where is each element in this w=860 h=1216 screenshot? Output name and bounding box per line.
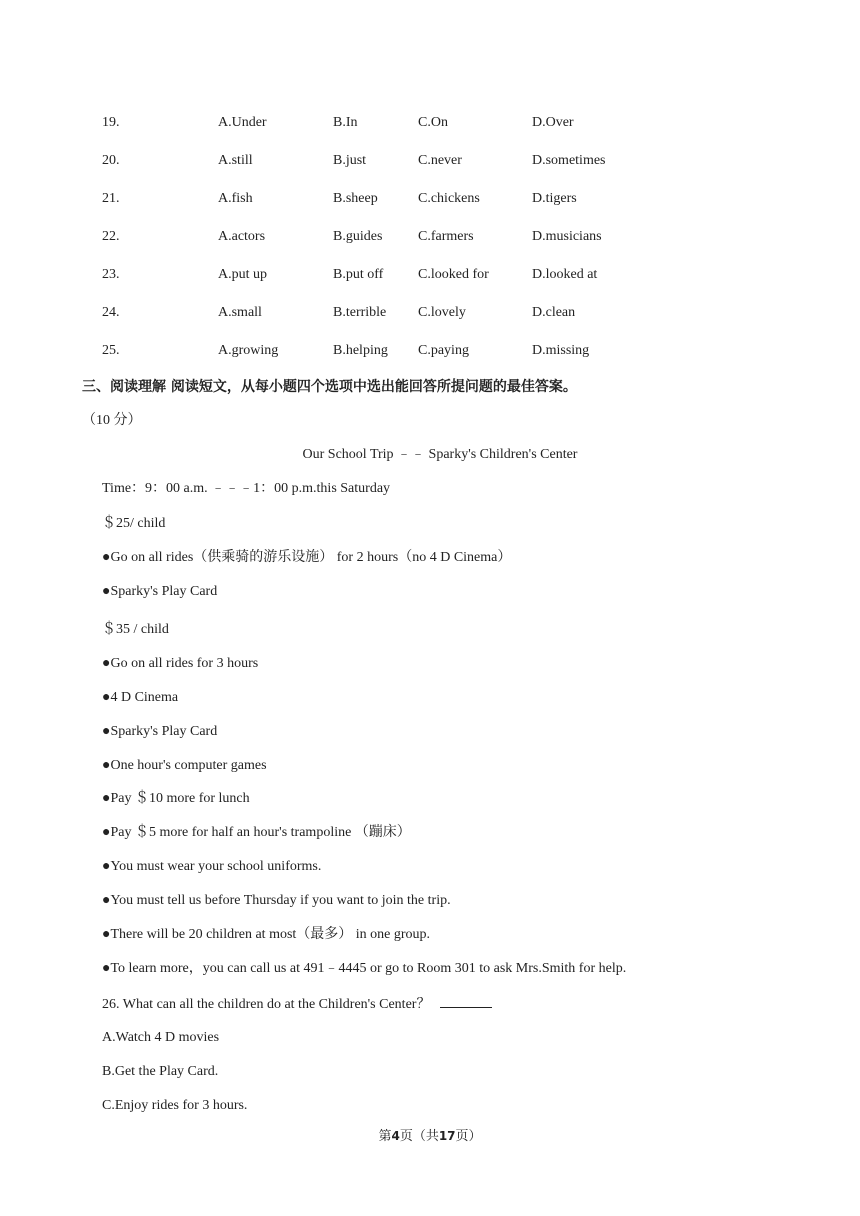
- choice-row: [0, 227, 860, 247]
- option-c: C.never: [418, 153, 462, 168]
- question-number: 24.: [102, 305, 120, 320]
- question-number: 20.: [102, 153, 120, 168]
- option-c: C.On: [418, 115, 448, 130]
- question-option-c: C.Enjoy rides for 3 hours.: [102, 1098, 248, 1113]
- option-a: A.actors: [218, 229, 266, 244]
- option-a: A.growing: [218, 343, 279, 358]
- price-option-1: ＄25/ child: [102, 516, 166, 531]
- section-points: （10 分）: [82, 413, 142, 428]
- option-d: D.clean: [532, 305, 576, 320]
- uniform-note: ●You must wear your school uniforms.: [102, 859, 322, 874]
- thursday-note: ●You must tell us before Thursday if you want to join the trip.: [102, 893, 451, 908]
- option-c: C.lovely: [418, 305, 466, 320]
- option-b: B.guides: [333, 229, 383, 244]
- question-number: 25.: [102, 343, 120, 358]
- option-c: C.farmers: [418, 229, 474, 244]
- option-b: B.helping: [333, 343, 388, 358]
- question-number: 19.: [102, 115, 120, 130]
- footer-page-number: 4: [391, 1129, 400, 1143]
- group-note: ●There will be 20 children at most（最多） in one group.: [102, 927, 431, 942]
- option-d: D.tigers: [532, 191, 577, 206]
- choice-row: [0, 341, 860, 361]
- page-footer: [0, 1128, 860, 1144]
- option-a: A.Under: [218, 115, 267, 130]
- lunch-note: ●Pay ＄10 more for lunch: [102, 791, 250, 806]
- choice-row: [0, 303, 860, 323]
- option-b: B.sheep: [333, 191, 378, 206]
- choice-row: [0, 189, 860, 209]
- option-b: B.just: [333, 153, 367, 168]
- option2-cinema: ●4 D Cinema: [102, 690, 179, 705]
- option-d: D.looked at: [532, 267, 598, 282]
- option-d: D.musicians: [532, 229, 602, 244]
- option-d: D.missing: [532, 343, 590, 358]
- question-option-b: B.Get the Play Card.: [102, 1064, 219, 1079]
- footer-suffix: 页）: [455, 1128, 482, 1143]
- option-c: C.chickens: [418, 191, 480, 206]
- option-a: A.small: [218, 305, 262, 320]
- question-number: 22.: [102, 229, 120, 244]
- passage-time: Time：9：00 a.m. ﹣﹣﹣1：00 p.m.this Saturday: [102, 481, 391, 496]
- question-26: [102, 995, 492, 1014]
- option-b: B.terrible: [333, 305, 387, 320]
- option-a: A.fish: [218, 191, 253, 206]
- choice-row: [0, 151, 860, 171]
- section-heading: 三、阅读理解 阅读短文，从每小题四个选项中选出能回答所提问题的最佳答案。: [82, 379, 577, 395]
- option1-play-card: ●Sparky's Play Card: [102, 584, 218, 599]
- option-d: D.sometimes: [532, 153, 606, 168]
- answer-blank: [440, 995, 492, 1008]
- price-option-2: ＄35 / child: [102, 622, 169, 637]
- option-c: C.paying: [418, 343, 469, 358]
- option-c: C.looked for: [418, 267, 489, 282]
- footer-mid: 页（共: [399, 1128, 439, 1143]
- option2-rides: ●Go on all rides for 3 hours: [102, 656, 259, 671]
- option-a: A.put up: [218, 267, 267, 282]
- trampoline-note: ●Pay ＄5 more for half an hour's trampoline （蹦床）: [102, 825, 411, 840]
- question-stem: 26. What can all the children do at the Children's Center？: [102, 997, 431, 1012]
- footer-total-pages: 17: [438, 1129, 456, 1143]
- passage-title: Our School Trip ﹣﹣ Sparky's Children's Center: [302, 447, 578, 462]
- question-number: 21.: [102, 191, 120, 206]
- option2-computer-games: ●One hour's computer games: [102, 758, 267, 773]
- contact-note: ●To learn more，you can call us at 491﹣4445 or go to Room 301 to ask Mrs.Smith for help.: [102, 961, 627, 976]
- choice-row: [0, 113, 860, 133]
- option1-rides: ●Go on all rides（供乘骑的游乐设施） for 2 hours（no 4 D Cinema）: [102, 550, 512, 565]
- option-b: B.put off: [333, 267, 384, 282]
- choice-row: [0, 265, 860, 285]
- option-a: A.still: [218, 153, 253, 168]
- option-b: B.In: [333, 115, 358, 130]
- footer-prefix: 第: [378, 1128, 392, 1143]
- option-d: D.Over: [532, 115, 574, 130]
- option2-play-card: ●Sparky's Play Card: [102, 724, 218, 739]
- question-option-a: A.Watch 4 D movies: [102, 1030, 220, 1045]
- question-number: 23.: [102, 267, 120, 282]
